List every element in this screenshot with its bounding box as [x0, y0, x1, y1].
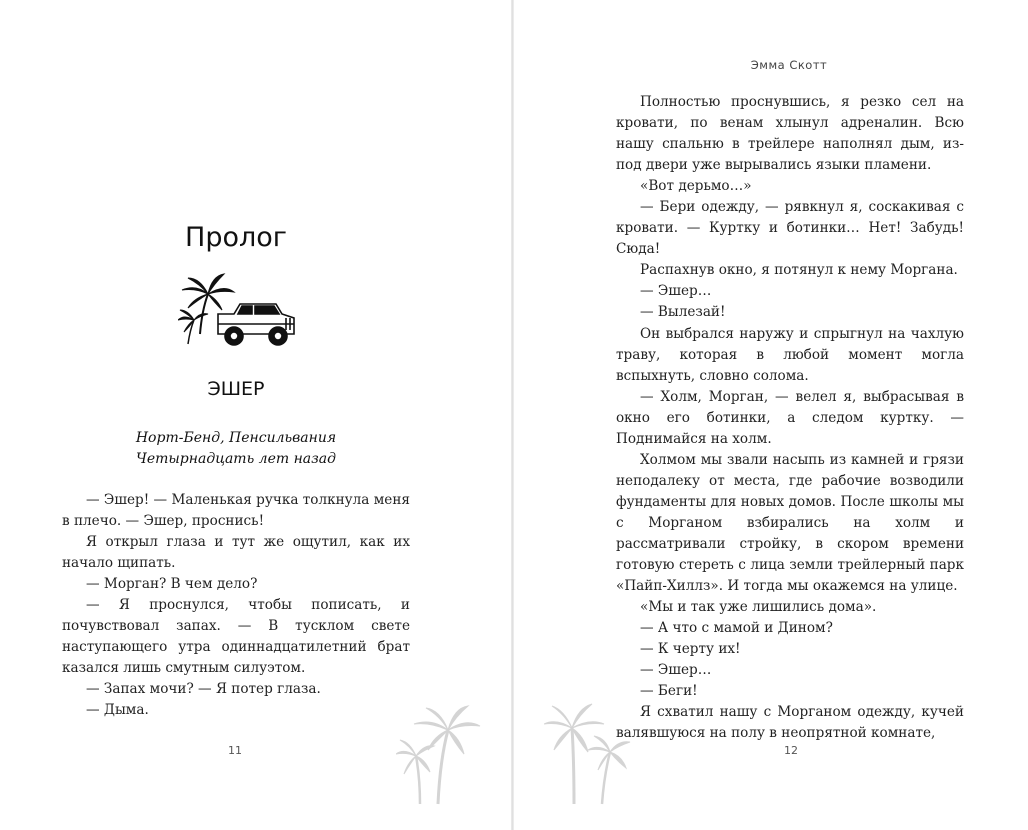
running-head: Эмма Скотт	[750, 58, 828, 72]
paragraph: — Эшер! — Маленькая ручка толкнула меня в плечо. — Эшер, проснись!	[62, 492, 410, 530]
paragraph: Я открыл глаза и тут же ощутил, как их начало щипать.	[62, 534, 410, 572]
paragraph: «Мы и так уже лишились дома».	[640, 599, 877, 616]
paragraph: — Я проснулся, чтобы пописать, и почувствовал запах. — В тусклом свете наступающего утра одиннадцатилетний брат казался лишь смутным силуэтом.	[62, 597, 410, 677]
paragraph: — Запах мочи? — Я потер глаза.	[86, 681, 321, 698]
paragraph: Холмом мы звали насыпь из камней и грязи неподалеку от места, где рабочие возводили фундаменты для новых домов. После школы мы с Морганом взбирались на холм и рассматривали стройку, в скором времени готовую стереть с лица земли трейлерный парк «Пайп-Хиллз». И тогда мы окажемся на улице.	[616, 451, 964, 595]
paragraph: Распахнув окно, я потянул к нему Моргана.	[640, 262, 958, 279]
left-page	[0, 0, 512, 830]
palm-trees-jeep-illustration	[178, 272, 298, 354]
paragraph: Полностью проснувшись, я резко сел на кровати, по венам хлынул адреналин. Всю нашу спальню в трейлере наполнял дым, из-под двери уже вырывались языки пламени.	[616, 94, 964, 174]
character-name: ЭШЕР	[207, 378, 265, 400]
time-line: Четырнадцать лет назад	[136, 451, 336, 467]
paragraph: — Эшер…	[640, 283, 712, 300]
palm-decoration-icon	[396, 700, 486, 805]
paragraph: — Бери одежду, — рявкнул я, соскакивая с кровати. — Куртку и ботинки… Нет! Забудь! Сюда!	[616, 199, 964, 258]
location-line: Норт-Бенд, Пенсильвания	[135, 430, 337, 446]
right-page	[514, 0, 1028, 830]
setting	[0, 428, 472, 470]
paragraph: Я схватил нашу с Морганом одежду, кучей валявшуюся на полу в неопрятной комнате,	[616, 704, 964, 742]
paragraph: — А что с мамой и Дином?	[640, 620, 833, 637]
chapter-title: Пролог	[185, 222, 287, 253]
page-number: 12	[784, 744, 798, 757]
paragraph: — К черту их!	[640, 641, 741, 658]
right-body-text	[616, 92, 964, 744]
palm-decoration-icon	[544, 700, 634, 805]
paragraph: — Дыма.	[86, 702, 149, 719]
page-number: 11	[228, 744, 242, 757]
paragraph: «Вот дерьмо…»	[640, 178, 752, 195]
paragraph: — Беги!	[640, 683, 698, 700]
paragraph: — Вылезай!	[640, 304, 726, 321]
paragraph: — Эшер…	[640, 662, 712, 679]
paragraph: — Морган? В чем дело?	[86, 576, 258, 593]
paragraph: — Холм, Морган, — велел я, выбрасывая в окно его ботинки, а следом куртку. — Поднимайся на холм.	[616, 388, 964, 447]
left-body-text	[62, 490, 410, 722]
paragraph: Он выбрался наружу и спрыгнул на чахлую траву, которая в любой момент могла вспыхнуть, словно солома.	[616, 325, 964, 384]
